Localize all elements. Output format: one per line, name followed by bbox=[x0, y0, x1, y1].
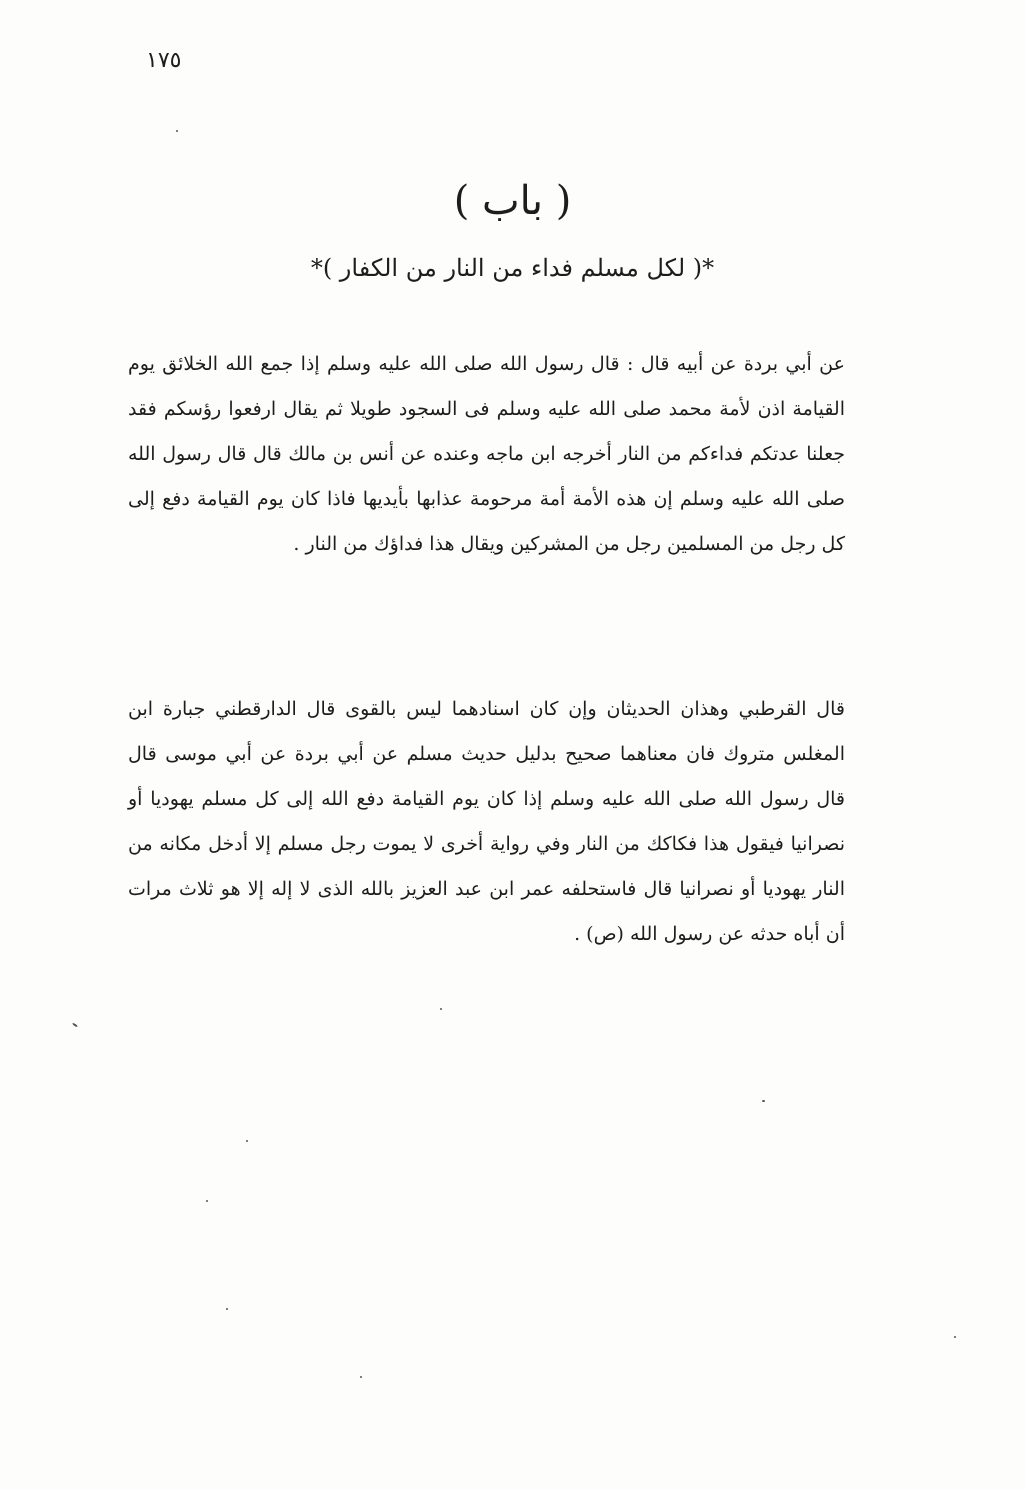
scan-speck bbox=[246, 1140, 248, 1142]
scan-speck bbox=[762, 1100, 765, 1102]
chapter-subtitle: *( لكل مسلم فداء من النار من الكفار )* bbox=[310, 254, 715, 282]
scan-speck bbox=[954, 1336, 956, 1338]
scan-speck bbox=[440, 1008, 442, 1010]
page-number: ١٧٥ bbox=[146, 48, 182, 73]
paragraph-hadith: عن أبي بردة عن أبيه قال : قال رسول الله صلى الله عليه وسلم إذا جمع الله الخلائق يوم القيامة اذن لأمة محمد صلى الله عليه وسلم فى السجود طويلا ثم يقال ارفعوا رؤسكم فقد جعلنا عدتكم فداءكم من النار أخرجه ابن ماجه وعنده عن أنس بن مالك قال قال رسول الله صلى الله عليه وسلم إن هذه الأمة أمة مرحومة عذابها بأيديها فاذا كان يوم القيامة دفع إلى كل رجل من المسلمين رجل من المشركين ويقال هذا فداؤك من النار . bbox=[128, 353, 845, 555]
paragraph-commentary: قال القرطبي وهذان الحديثان وإن كان اسنادهما ليس بالقوى قال الدارقطني جبارة ابن المغلس متروك فان معناهما صحيح بدليل حديث مسلم عن أبي بردة عن أبي موسى قال قال رسول الله صلى الله عليه وسلم إذا كان يوم القيامة دفع الله إلى كل مسلم يهوديا أو نصرانيا فيقول هذا فكاكك من النار وفي رواية أخرى لا يموت رجل مسلم إلا أدخل مكانه من النار يهوديا أو نصرانيا قال فاستحلفه عمر ابن عبد العزيز بالله الذى لا إله إلا هو ثلاث مرات أن أباه حدثه عن رسول الله (ص) . bbox=[128, 698, 845, 945]
scan-speck bbox=[206, 1200, 208, 1202]
scan-speck bbox=[72, 1022, 78, 1027]
chapter-heading: ( باب ) bbox=[453, 178, 572, 224]
scan-speck bbox=[226, 1308, 228, 1310]
scan-speck bbox=[360, 1376, 362, 1378]
scan-speck bbox=[176, 130, 178, 132]
